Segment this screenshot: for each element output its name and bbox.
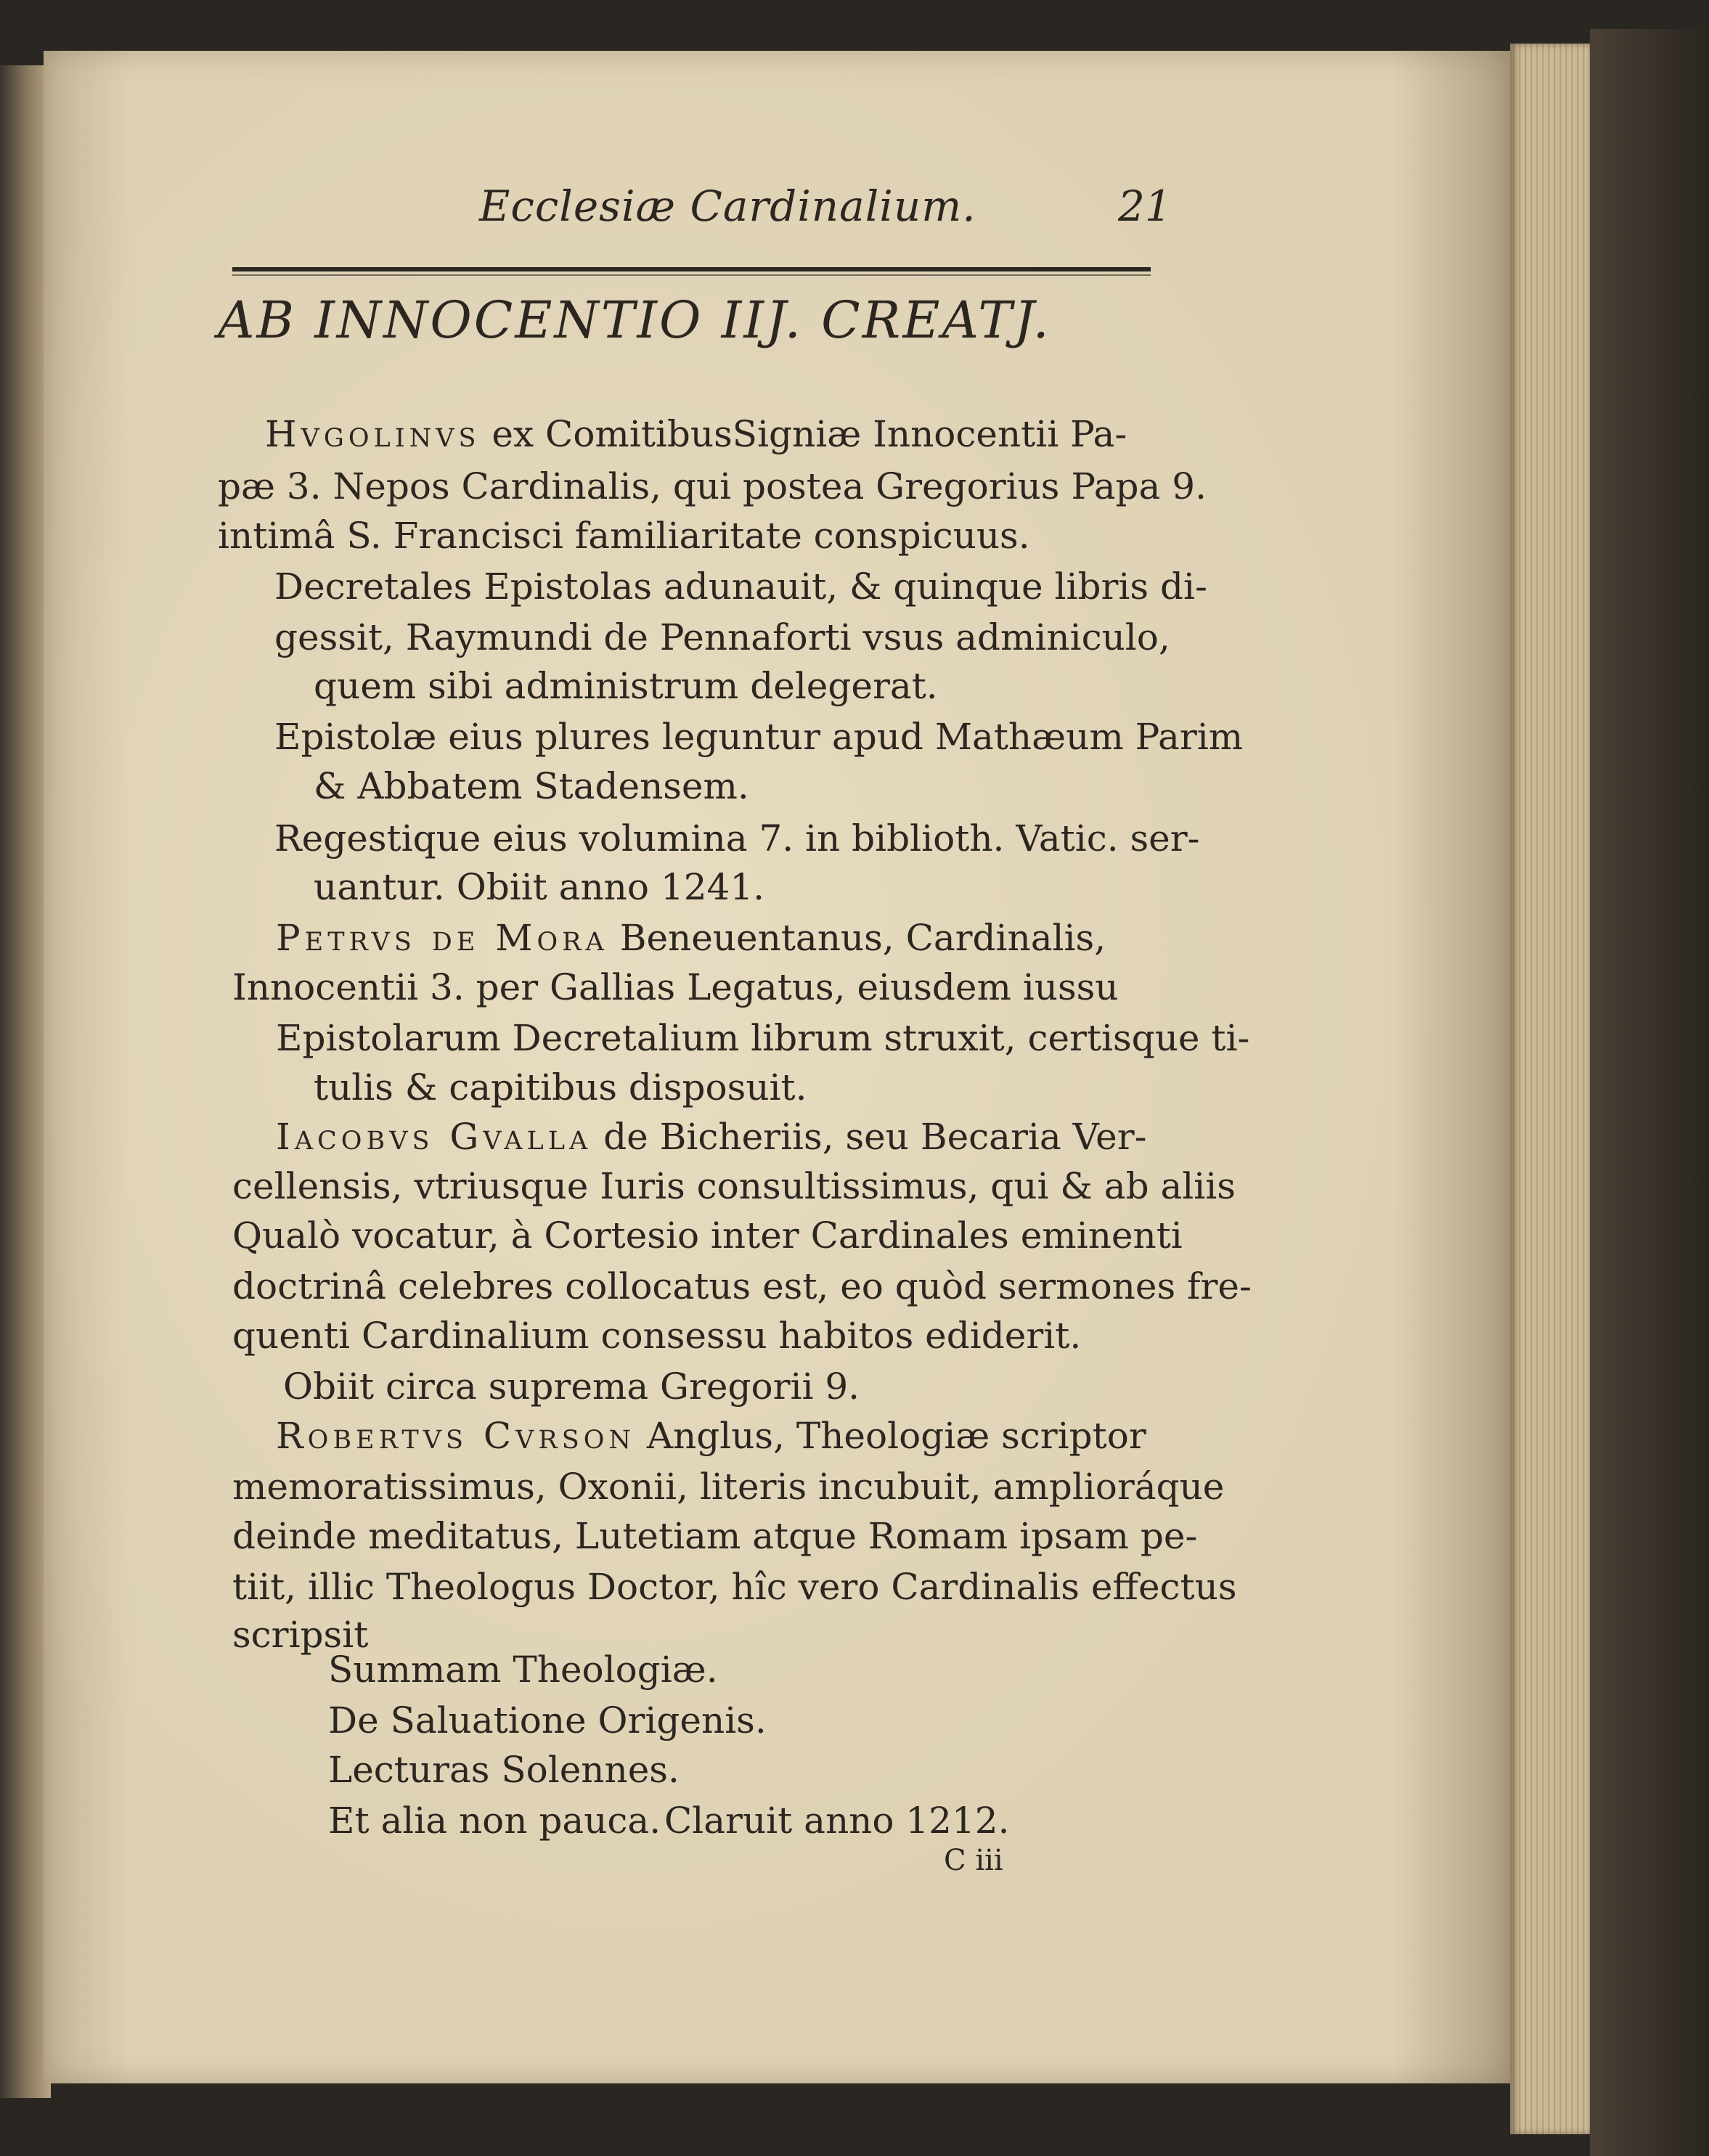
text-line: deinde meditatus, Lutetiam atque Romam ipsam pe-: [232, 1515, 1198, 1557]
text-line: Epistolarum Decretalium librum struxit, certisque ti-: [276, 1017, 1250, 1059]
text-line: cellensis, vtriusque Iuris consultissimus, qui & ab aliis: [232, 1165, 1236, 1207]
text-line: Robertvs Cvrson Anglus, Theologiæ scriptor: [276, 1415, 1146, 1457]
page-number: 21: [1118, 181, 1172, 231]
text-line: tiit, illic Theologus Doctor, hîc vero Cardinalis effectus: [232, 1566, 1237, 1608]
text-line: intimâ S. Francisci familiaritate conspicuus.: [218, 515, 1030, 557]
head-rule: [232, 267, 1151, 271]
text-line: Hvgolinvs ex ComitibusSigniæ Innocentii Pa-: [265, 413, 1127, 455]
text-line: doctrinâ celebres collocatus est, eo quòd sermones fre-: [232, 1265, 1252, 1307]
text-line: scripsit: [232, 1614, 369, 1656]
text-line: memoratissimus, Oxonii, literis incubuit, amplioráque: [232, 1466, 1225, 1508]
text-line: Claruit anno 1212.: [664, 1800, 1010, 1842]
text-line: De Saluatione Origenis.: [328, 1699, 767, 1741]
text-line: Qualò vocatur, à Cortesio inter Cardinales eminenti: [232, 1214, 1183, 1257]
text-line: quem sibi administrum delegerat.: [314, 665, 938, 707]
section-title: AB INNOCENTIO IIJ. CREATJ.: [218, 290, 1051, 350]
text-line: Petrvs de Mora Beneuentanus, Cardinalis,: [276, 917, 1106, 959]
text-line: & Abbatem Stadensem.: [314, 765, 749, 807]
signature-mark: C iii: [944, 1844, 1003, 1877]
background-shadow: [1590, 29, 1709, 2156]
text-line: Innocentii 3. per Gallias Legatus, eiusdem iussu: [232, 966, 1119, 1008]
text-line: tulis & capitibus disposuit.: [314, 1066, 807, 1108]
name-lead: Hvgolinvs: [265, 413, 481, 455]
name-lead: Iacobvs Gvalla: [276, 1116, 592, 1158]
text-line: uantur. Obiit anno 1241.: [314, 866, 765, 908]
text-line: gessit, Raymundi de Pennaforti vsus adminiculo,: [274, 616, 1170, 658]
text-line: Regestique eius volumina 7. in biblioth. Vatic. ser-: [274, 817, 1200, 859]
page-fore-edge: [1510, 44, 1590, 2134]
running-head: Ecclesiæ Cardinalium.: [479, 181, 976, 231]
name-lead: Robertvs Cvrson: [276, 1415, 636, 1457]
text-line: Iacobvs Gvalla de Bicheriis, seu Becaria Ver-: [276, 1116, 1147, 1158]
text-line: Decretales Epistolas adunauit, & quinque libris di-: [274, 565, 1207, 608]
head-rule-thin: [232, 274, 1151, 276]
text-line: Et alia non pauca.: [328, 1800, 661, 1842]
text-line: Obiit circa suprema Gregorii 9.: [283, 1365, 860, 1408]
text-line: quenti Cardinalium consessu habitos ediderit.: [232, 1315, 1082, 1357]
text-line: Lecturas Solennes.: [328, 1749, 680, 1791]
name-lead: Petrvs de Mora: [276, 917, 608, 959]
text-line: Summam Theologiæ.: [328, 1649, 718, 1691]
text-line: pæ 3. Nepos Cardinalis, qui postea Gregorius Papa 9.: [218, 465, 1207, 507]
text-line: Epistolæ eius plures leguntur apud Mathæum Parim: [274, 716, 1244, 758]
